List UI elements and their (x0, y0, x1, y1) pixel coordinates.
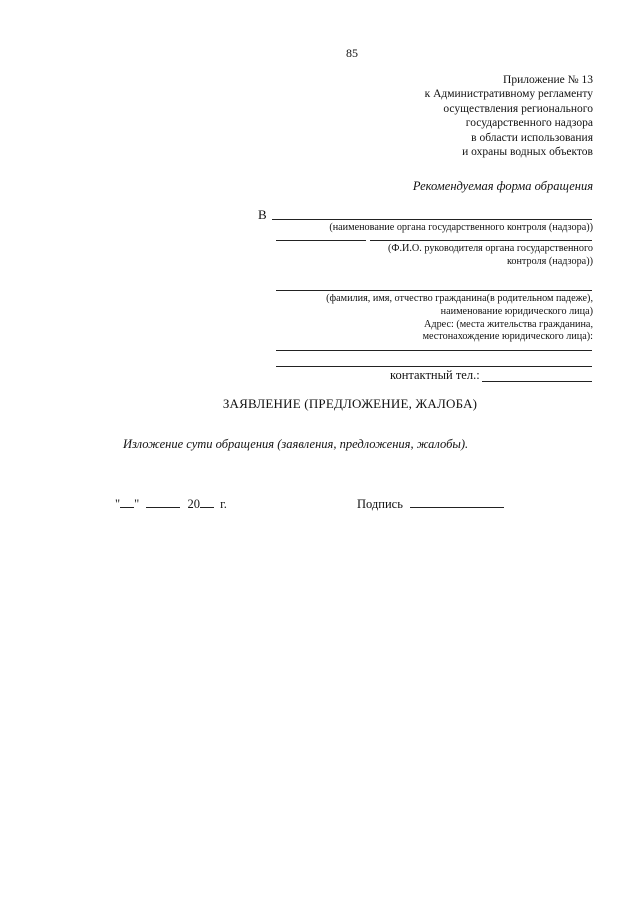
address-field-1[interactable] (276, 350, 592, 351)
day-field[interactable] (120, 495, 134, 508)
document-title: ЗАЯВЛЕНИЕ (ПРЕДЛОЖЕНИЕ, ЖАЛОБА) (222, 396, 478, 411)
year-suffix: г. (220, 497, 227, 511)
page-number: 85 (346, 46, 358, 60)
signature-field (357, 495, 504, 512)
address-field-2[interactable] (276, 366, 592, 367)
month-field[interactable] (146, 495, 180, 508)
signature-line[interactable] (410, 495, 504, 508)
appendix-line: Приложение № 13 (503, 74, 593, 86)
appendix-line: в области использования (471, 131, 593, 144)
head-name-field-left[interactable] (276, 240, 366, 241)
date-open-quote: " (115, 497, 121, 511)
recommended-form-note: Рекомендуемая форма обращения (412, 179, 593, 193)
phone-label: контактный тел.: (390, 368, 480, 382)
date-close-quote: " (134, 497, 140, 511)
citizen-caption: (фамилия, имя, отчество гражданина(в родительном падеже), наименование юридического лица) Адрес: (места жительства гражданина, местонахождение юридического лица): (326, 293, 593, 343)
authority-name-field[interactable] (272, 219, 592, 220)
year-field[interactable] (200, 495, 214, 508)
phone-field[interactable] (482, 381, 592, 382)
appendix-line: к Административному регламенту (424, 88, 593, 101)
date-field (115, 495, 227, 512)
addressee-prefix: В (258, 207, 267, 222)
head-name-caption: (Ф.И.О. руководителя органа государственного контроля (надзора)) (388, 243, 593, 267)
appendix-line: государственного надзора (465, 117, 593, 130)
appendix-line: осуществления регионального (443, 102, 593, 115)
signature-label: Подпись (357, 497, 403, 511)
authority-name-caption: (наименование органа государственного контроля (надзора)) (329, 222, 593, 233)
appeal-essence-text: Изложение сути обращения (заявления, предложения, жалобы). (123, 437, 469, 451)
year-prefix: 20 (187, 497, 200, 511)
appendix-line: и охраны водных объектов (462, 146, 593, 159)
appendix-header (425, 73, 593, 159)
citizen-name-field[interactable] (276, 290, 592, 291)
head-name-field[interactable] (370, 240, 592, 241)
